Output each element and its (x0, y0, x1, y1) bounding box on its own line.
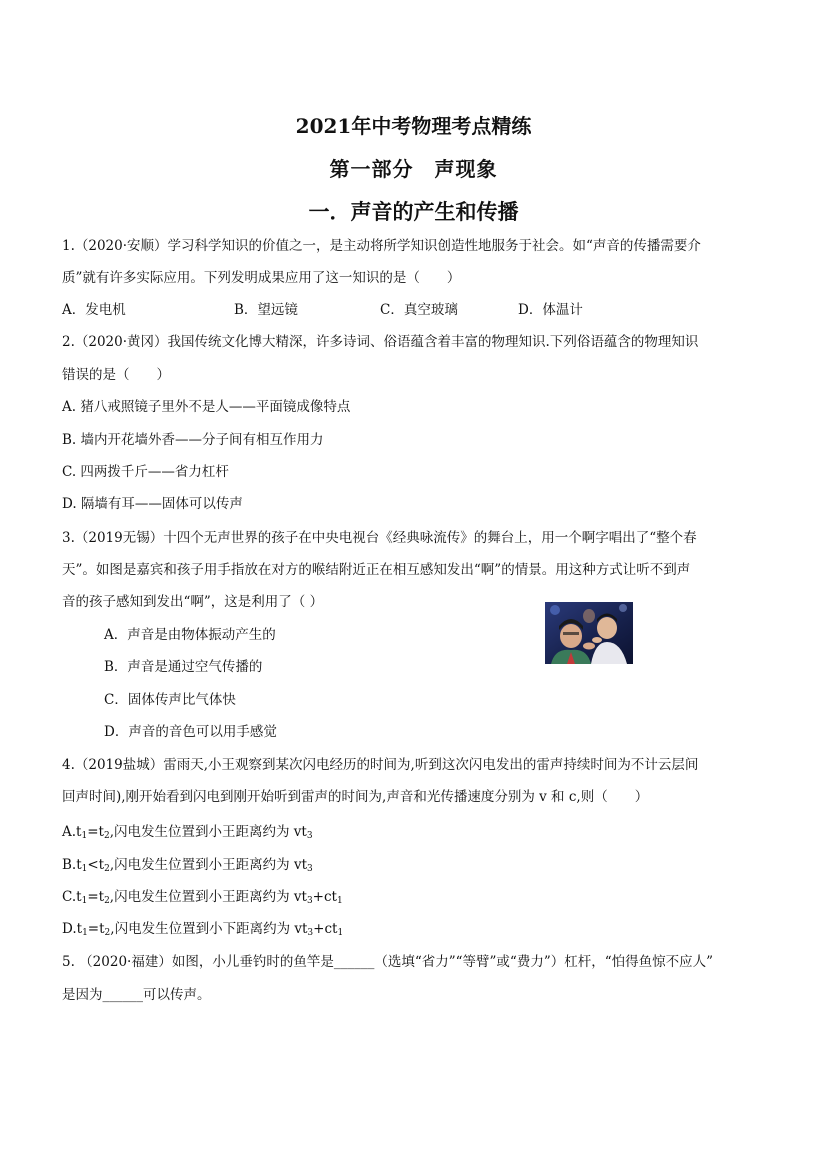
question-3-option-a: A．声音是由物体振动产生的 (104, 627, 276, 643)
option-d: D．体温计 (518, 302, 583, 318)
question-3-line-1: 3.（2019无锡）十四个无声世界的孩子在中央电视台《经典咏流传》的舞台上，用一个啊字唱出了“整个春 (62, 530, 697, 546)
question-3-option-c: C．固体传声比气体快 (104, 692, 236, 708)
question-1-options (62, 301, 583, 319)
question-3-option-b: B．声音是通过空气传播的 (104, 659, 263, 675)
question-1-line-1: 1.（2020·安顺）学习科学知识的价值之一，是主动将所学知识创造性地服务于社会。如“声音的传播需要介 (62, 238, 701, 254)
question-3-line-2: 天”。如图是嘉宾和孩子用手指放在对方的喉结附近正在相互感知发出“啊”的情景。用这种方式让听不到声 (62, 562, 691, 578)
question-5-line-1: 5. （2020·福建）如图，小儿垂钓时的鱼竿是______（选填“省力”“等臂”或“费力”）杠杆，“怕得鱼惊不应人” (62, 954, 714, 970)
question-2-line-1: 2.（2020·黄冈）我国传统文化博大精深，许多诗词、俗语蕴含着丰富的物理知识.下列俗语蕴含的物理知识 (62, 334, 699, 350)
question-4-option-a: $A.t_1=t_2$,闪电发生位置到小王距离约为 $vt_3$ (62, 824, 313, 841)
option-a: A．发电机 (62, 302, 126, 318)
question-2-option-a: A. 猪八戒照镜子里外不是人——平面镜成像特点 (62, 399, 351, 415)
question-3-photo (545, 602, 633, 664)
question-2-option-c: C. 四两拨千斤——省力杠杆 (62, 464, 229, 480)
question-2-line-2: 错误的是（ ） (62, 367, 170, 383)
part-title: 第一部分 声现象 (329, 157, 498, 181)
question-4-option-d: $D.t_1=t_2$,闪电发生位置到小下距离约为 $vt_3+ct_1$ (62, 921, 344, 938)
question-3-option-d: D．声音的音色可以用手感觉 (104, 724, 277, 740)
question-3-line-3: 音的孩子感知到发出“啊”，这是利用了（ ） (62, 594, 324, 610)
question-5-line-2: 是因为______可以传声。 (62, 987, 211, 1003)
question-4-line-1: 4.（2019盐城）雷雨天,小王观察到某次闪电经历的时间为,听到这次闪电发出的雷声持续时间为不计云层间 (62, 757, 699, 773)
section-title: 一．声音的产生和传播 (308, 199, 519, 224)
option-b: B．望远镜 (234, 302, 298, 318)
document-title: 2021年中考物理考点精练 (295, 114, 532, 138)
question-2-option-b: B. 墙内开花墙外香——分子间有相互作用力 (62, 432, 324, 448)
question-4-line-2: 回声时间),刚开始看到闪电到刚开始听到雷声的时间为,声音和光传播速度分别为 v 和 c,则（ ） (62, 789, 649, 805)
question-4-option-b: $B.t_1<t_2$,闪电发生位置到小王距离约为 $vt_3$ (62, 857, 313, 874)
option-c: C．真空玻璃 (380, 302, 458, 318)
question-2-option-d: D. 隔墙有耳——固体可以传声 (62, 496, 243, 512)
question-4-option-c: $C.t_1=t_2$,闪电发生位置到小王距离约为 $vt_3+ct_1$ (62, 889, 343, 906)
question-1-line-2: 质”就有许多实际应用。下列发明成果应用了这一知识的是（ ） (62, 270, 461, 286)
stage-scene-illustration (545, 602, 633, 664)
